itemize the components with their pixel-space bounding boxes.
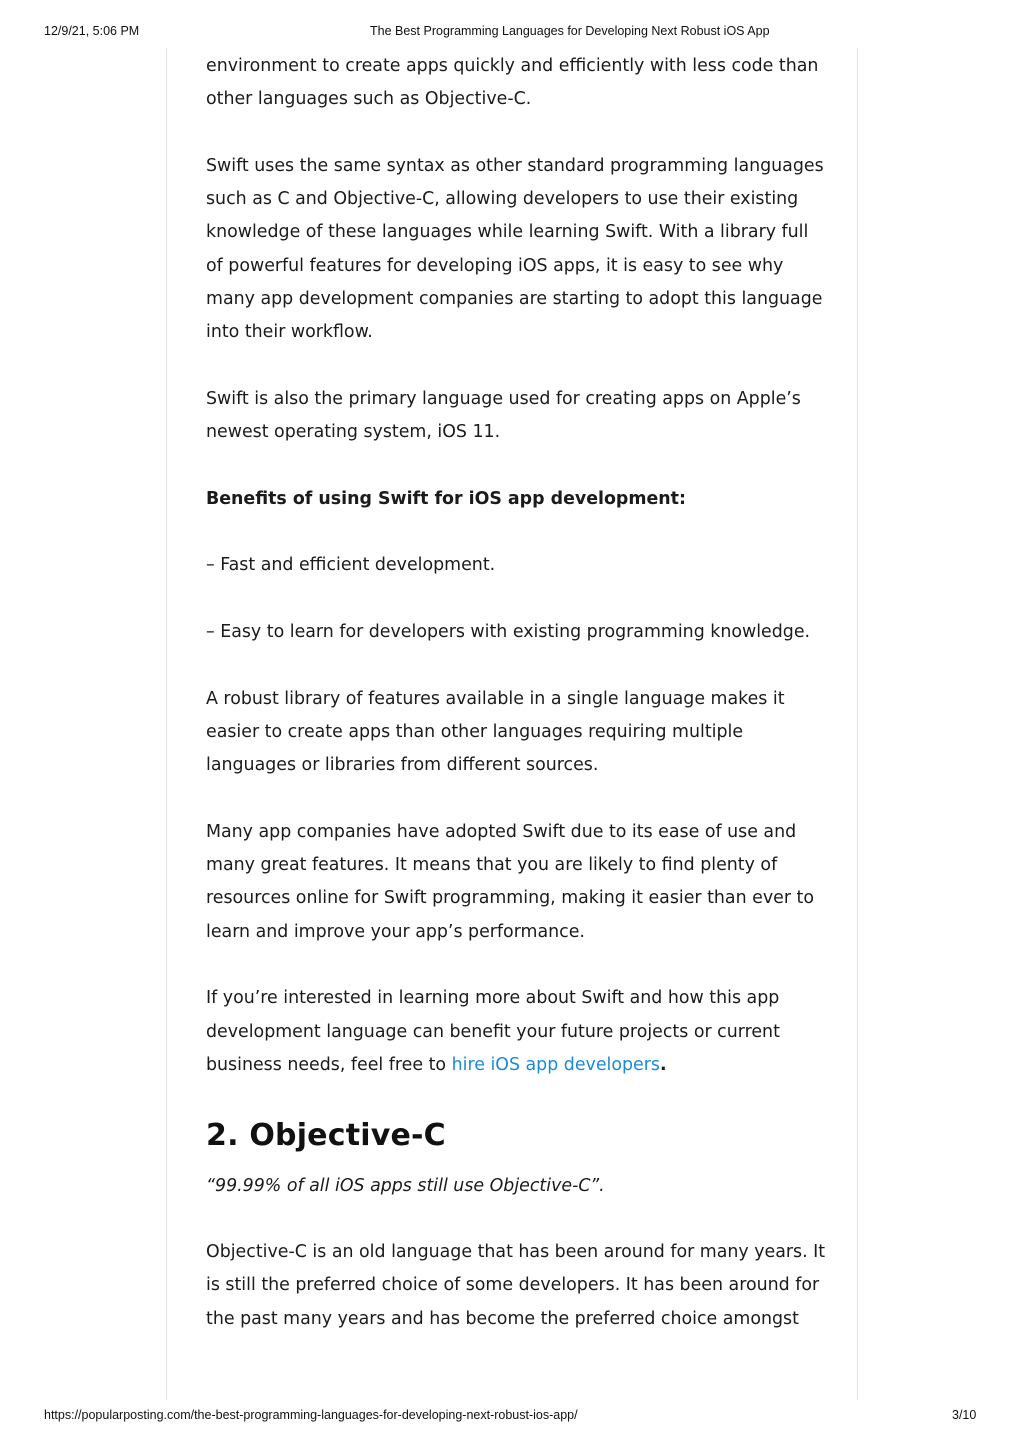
article-body (206, 50, 826, 1369)
print-header (0, 24, 1024, 42)
benefits-heading: Benefits of using Swift for iOS app development: (206, 488, 686, 509)
benefit-item: – Easy to learn for developers with existing programming knowledge. (206, 622, 811, 643)
paragraph-robust-library: A robust library of features available in a single language makes it easier to create apps than other languages requiring multiple languages or libraries from different sources. (206, 688, 785, 776)
paragraph-objective-c-intro: Objective-C is an old language that has been around for many years. It is still the preferred choice of some developers. It has been around for the past many years and has become the preferred choice amongst (206, 1242, 826, 1329)
print-page-number: 3/10 (952, 1408, 977, 1422)
section-heading-objective-c: 2. Objective-C (206, 1117, 446, 1153)
print-footer (0, 1408, 1024, 1426)
print-url: https://popularposting.com/the-best-programming-languages-for-developing-next-robust-ios-app/ (44, 1408, 578, 1422)
objective-c-quote: “99.99% of all iOS apps still use Objective-C”. (206, 1175, 605, 1196)
cta-period: . (659, 1054, 667, 1075)
paragraph-swift-ios11: Swift is also the primary language used for creating apps on Apple’s newest operating system, iOS 11. (206, 388, 801, 443)
paragraph-swift-syntax: Swift uses the same syntax as other standard programming languages such as C and Objective-C, allowing developers to use their existing knowledge of these languages while learning Swift. With a library full of powerful features for developing iOS apps, it is easy to see why many app development companies are starting to adopt this language into their workflow. (206, 155, 824, 343)
paragraph-hire-cta (206, 982, 826, 1082)
print-page-title: The Best Programming Languages for Developing Next Robust iOS App (370, 24, 770, 38)
hire-ios-developers-link[interactable]: hire iOS app developers (451, 1054, 660, 1075)
paragraph-app-companies: Many app companies have adopted Swift due to its ease of use and many great features. It means that you are likely to find plenty of resources online for Swift programming, making it easier than ever to learn and improve your app’s performance. (206, 821, 814, 942)
benefit-item: – Fast and efficient development. (206, 555, 496, 576)
cta-text: If you’re interested in learning more about Swift and how this app development language can benefit your future projects or current business needs, feel free to (206, 988, 780, 1075)
paragraph-swift-environment: environment to create apps quickly and efficiently with less code than other languages such as Objective-C. (206, 56, 819, 110)
print-datetime: 12/9/21, 5:06 PM (44, 24, 140, 38)
